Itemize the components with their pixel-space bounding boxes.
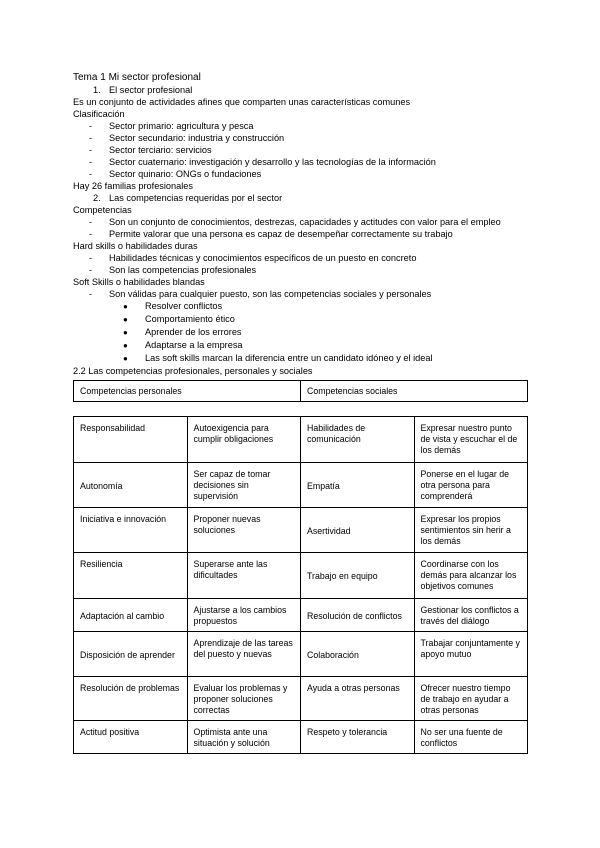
table-cell: Trabajar conjuntamente y apoyo mutuo xyxy=(414,632,528,677)
list-item: - Habilidades técnicas y conocimientos específicos de un puesto en concreto xyxy=(89,253,417,263)
document-title: Tema 1 Mi sector profesional xyxy=(73,72,201,83)
table-cell: Asertividad xyxy=(301,508,415,553)
table-row xyxy=(74,463,528,508)
bullet-item: ● Las soft skills marcan la diferencia entre un candidato idóneo y el ideal xyxy=(123,353,433,363)
list-item: - Permite valorar que una persona es capaz de desempeñar correctamente su trabajo xyxy=(89,229,453,239)
competencias-header-table xyxy=(73,380,528,402)
section-1-heading: 1. El sector profesional xyxy=(93,85,193,95)
header-personales: Competencias personales xyxy=(74,381,301,402)
list-item: - Sector cuaternario: investigación y desarrollo y las tecnologías de la información xyxy=(89,157,436,167)
table-row xyxy=(74,417,528,463)
table-cell: Adaptación al cambio xyxy=(74,599,188,632)
table-cell: Iniciativa e innovación xyxy=(74,508,188,553)
list-item: - Son las competencias profesionales xyxy=(89,265,257,275)
document-page xyxy=(73,71,528,754)
table-cell: Proponer nuevas soluciones xyxy=(187,508,301,553)
bullet-item: ● Comportamiento ético xyxy=(123,314,235,324)
table-cell: Colaboración xyxy=(301,632,415,677)
table-cell: Aprendizaje de las tareas del puesto y nuevas xyxy=(187,632,301,677)
section-2-2-heading: 2.2 Las competencias profesionales, personales y sociales xyxy=(73,366,313,376)
table-cell: Responsabilidad xyxy=(74,417,188,463)
table-row xyxy=(74,553,528,599)
competencias-table xyxy=(73,416,528,754)
table-row xyxy=(74,721,528,754)
table-cell: No ser una fuente de conflictos xyxy=(414,721,528,754)
table-cell: Trabajo en equipo xyxy=(301,553,415,599)
table-row xyxy=(74,508,528,553)
table-cell: Resiliencia xyxy=(74,553,188,599)
table-cell: Autonomía xyxy=(74,463,188,508)
intro-paragraph: Es un conjunto de actividades afines que comparten unas características comunes xyxy=(73,97,411,107)
table-cell: Ayuda a otras personas xyxy=(301,677,415,721)
table-cell: Superarse ante las dificultades xyxy=(187,553,301,599)
table-cell: Resolución de conflictos xyxy=(301,599,415,632)
list-item: - Sector secundario: industria y construcción xyxy=(89,133,285,143)
list-item: - Son un conjunto de conocimientos, destrezas, capacidades y actitudes con valor para el empleo xyxy=(89,217,501,227)
table-cell: Gestionar los conflictos a través del diálogo xyxy=(414,599,528,632)
table-cell: Ofrecer nuestro tiempo de trabajo en ayudar a otras personas xyxy=(414,677,528,721)
table-cell: Ponerse en el lugar de otra persona para comprenderá xyxy=(414,463,528,508)
list-item: - Sector primario: agricultura y pesca xyxy=(89,121,254,131)
soft-skills-label: Soft Skills o habilidades blandas xyxy=(73,277,205,287)
table-cell: Coordinarse con los demás para alcanzar los objetivos comunes xyxy=(414,553,528,599)
list-item: - Sector terciario: servicios xyxy=(89,145,212,155)
table-cell: Disposición de aprender xyxy=(74,632,188,677)
list-item: - Sector quinario: ONGs o fundaciones xyxy=(89,169,262,179)
table-cell: Respeto y tolerancia xyxy=(301,721,415,754)
table-cell: Optimista ante una situación y solución xyxy=(187,721,301,754)
table-cell: Resolución de problemas xyxy=(74,677,188,721)
table-cell: Ajustarse a los cambios propuestos xyxy=(187,599,301,632)
header-sociales: Competencias sociales xyxy=(301,381,528,402)
table-cell: Autoexigencia para cumplir obligaciones xyxy=(187,417,301,463)
table-cell: Expresar nuestro punto de vista y escuchar el de los demás xyxy=(414,417,528,463)
table-cell: Habilidades de comunicación xyxy=(301,417,415,463)
bullet-item: ● Resolver conflictos xyxy=(123,301,223,311)
table-cell: Evaluar los problemas y proponer soluciones correctas xyxy=(187,677,301,721)
clasificacion-label: Clasificación xyxy=(73,109,125,119)
table-cell: Ser capaz de tomar decisiones sin supervisión xyxy=(187,463,301,508)
bullet-item: ● Aprender de los errores xyxy=(123,327,242,337)
table-cell: Empatía xyxy=(301,463,415,508)
table-row xyxy=(74,632,528,677)
familias-text: Hay 26 familias profesionales xyxy=(73,181,194,191)
section-2-heading: 2. Las competencias requeridas por el sector xyxy=(93,193,283,203)
hard-skills-label: Hard skills o habilidades duras xyxy=(73,241,198,251)
table-cell: Actitud positiva xyxy=(74,721,188,754)
bullet-item: ● Adaptarse a la empresa xyxy=(123,340,243,350)
competencias-label: Competencias xyxy=(73,205,132,215)
table-cell: Expresar los propios sentimientos sin herir a los demás xyxy=(414,508,528,553)
list-item: - Son válidas para cualquier puesto, son las competencias sociales y personales xyxy=(89,289,432,299)
table-row xyxy=(74,599,528,632)
table-row xyxy=(74,677,528,721)
